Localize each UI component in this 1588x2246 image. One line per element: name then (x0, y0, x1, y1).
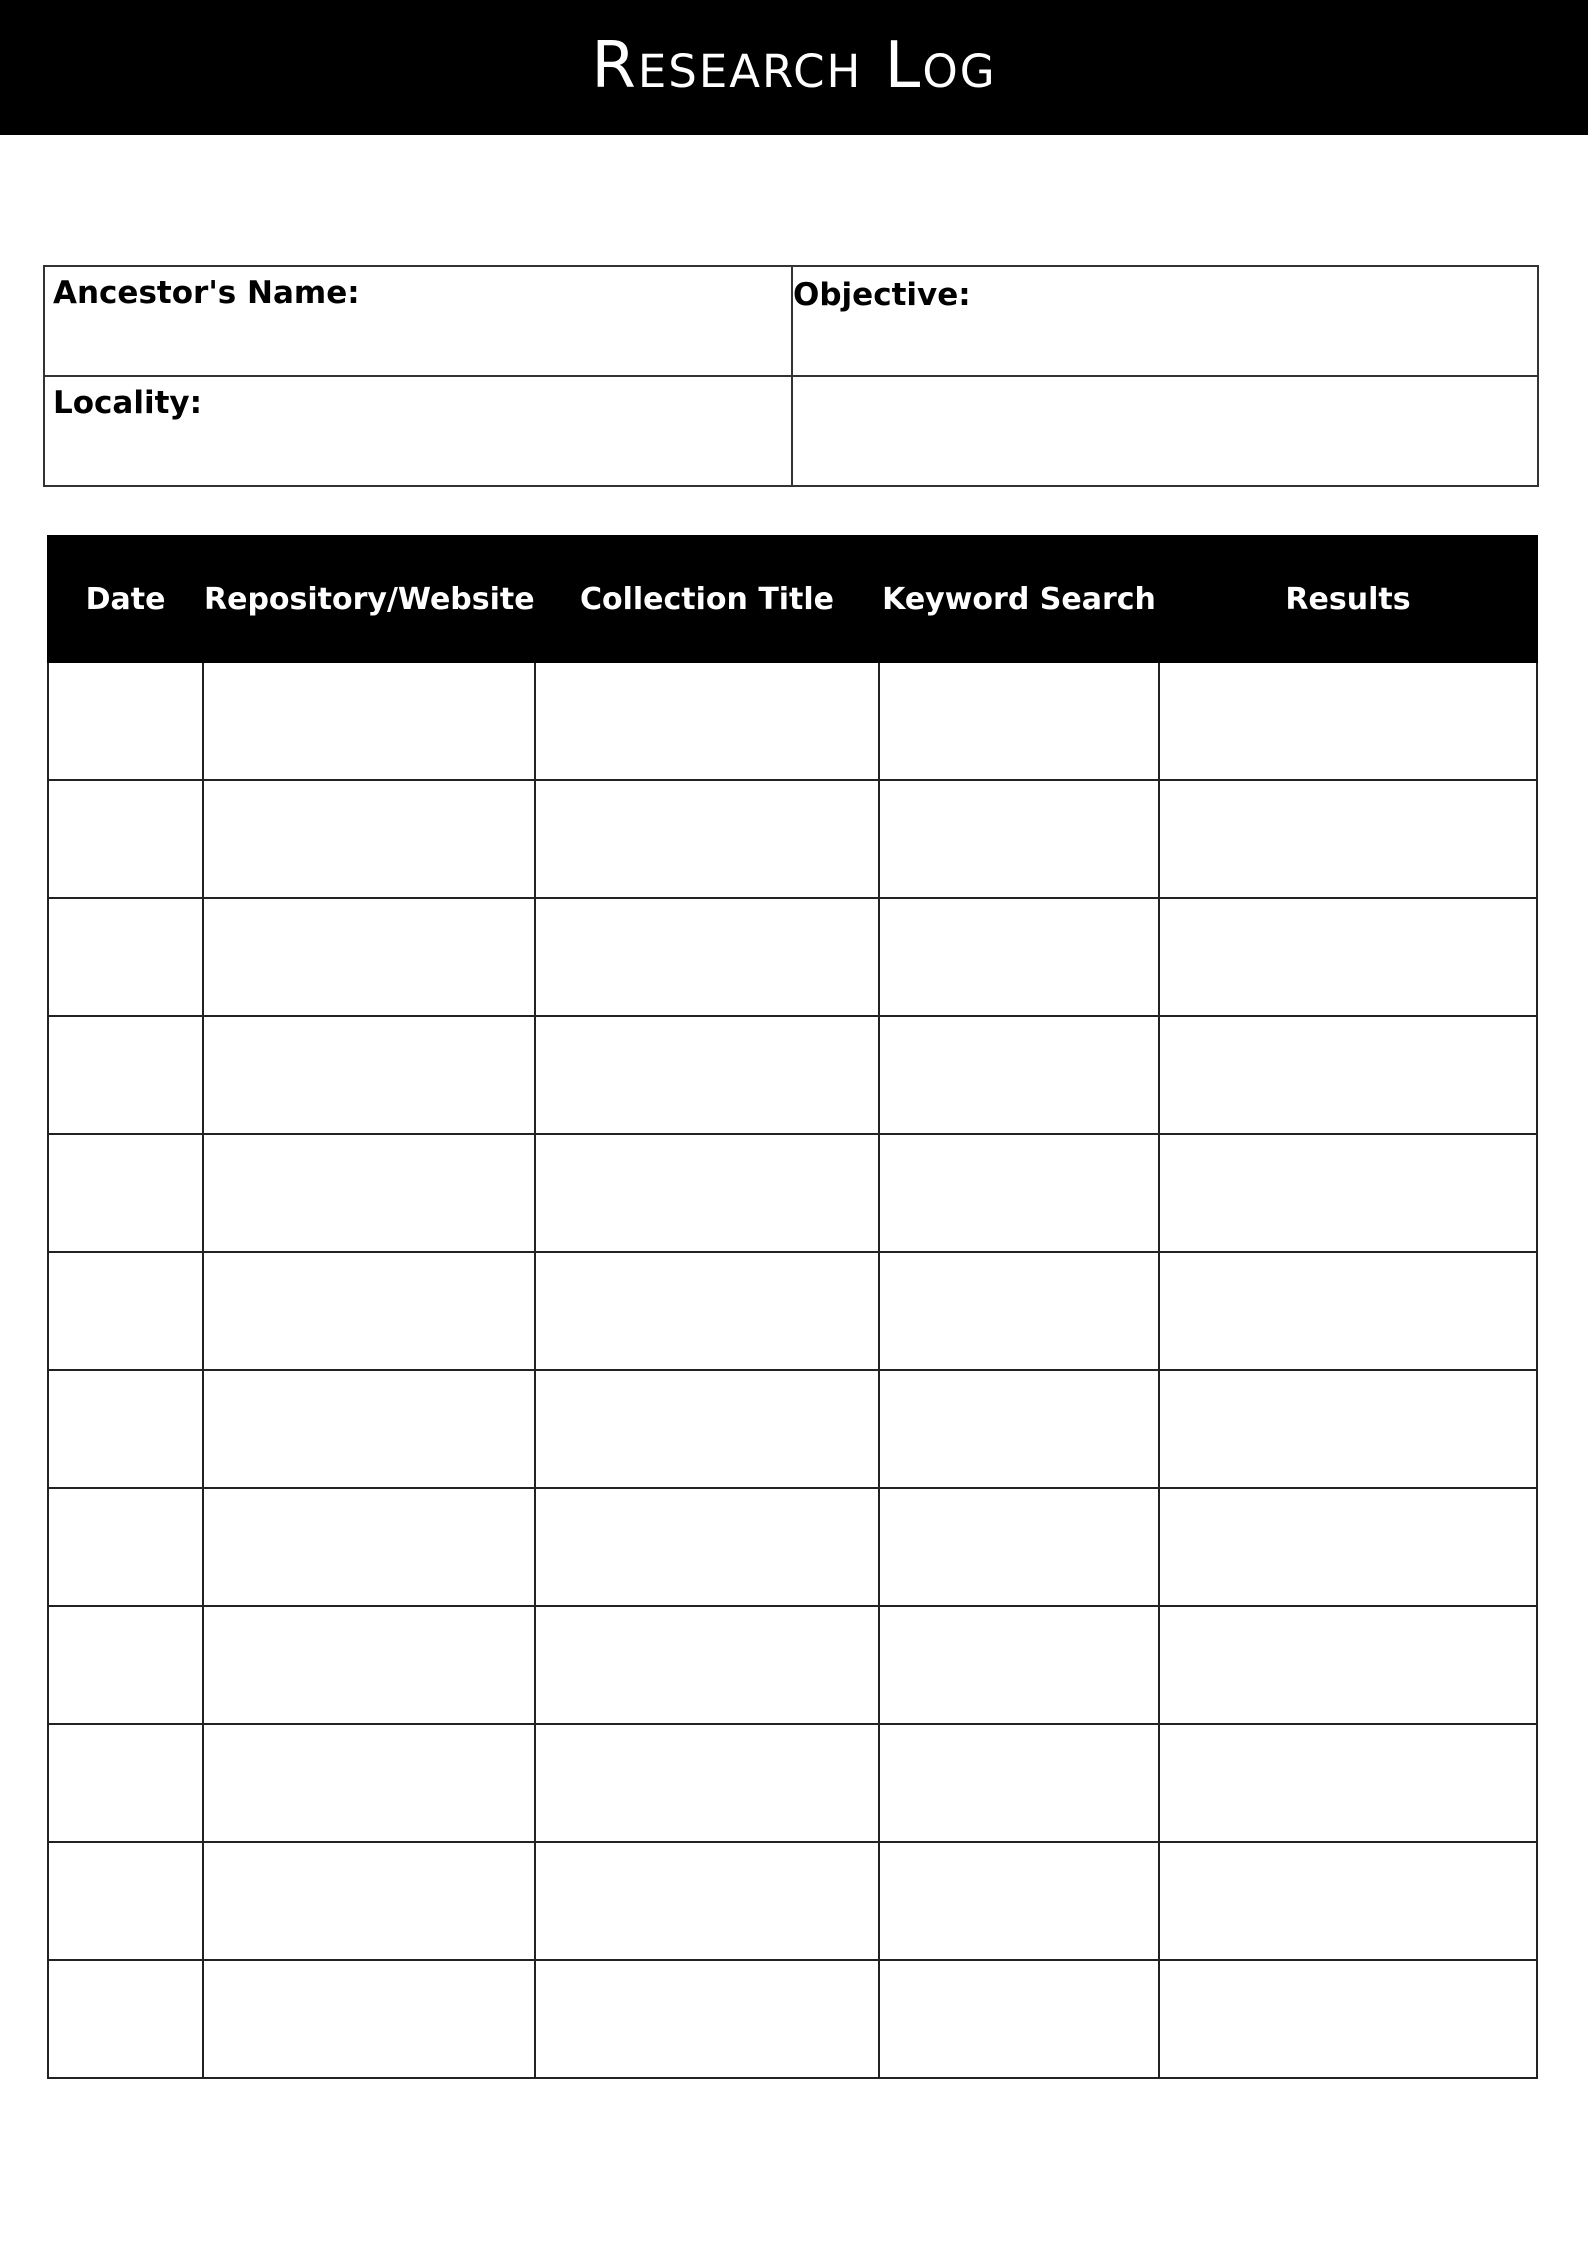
column-header-keyword-search: Keyword Search (879, 536, 1159, 662)
cell-collection-title[interactable] (535, 662, 879, 780)
cell-keyword-search[interactable] (879, 1606, 1159, 1724)
objective-field[interactable] (793, 267, 1539, 377)
cell-keyword-search[interactable] (879, 1960, 1159, 2078)
cell-collection-title[interactable] (535, 1488, 879, 1606)
table-row (48, 1252, 1537, 1370)
cell-keyword-search[interactable] (879, 1842, 1159, 1960)
objective-continuation-field[interactable] (793, 377, 1539, 485)
cell-repository[interactable] (203, 1488, 535, 1606)
cell-date[interactable] (48, 1488, 203, 1606)
cell-date[interactable] (48, 662, 203, 780)
cell-date[interactable] (48, 1724, 203, 1842)
cell-results[interactable] (1159, 1960, 1537, 2078)
table-body (48, 662, 1537, 2078)
column-header-repository: Repository/Website (203, 536, 535, 662)
cell-date[interactable] (48, 1016, 203, 1134)
table-row (48, 1488, 1537, 1606)
cell-keyword-search[interactable] (879, 780, 1159, 898)
cell-collection-title[interactable] (535, 1370, 879, 1488)
cell-date[interactable] (48, 1134, 203, 1252)
cell-date[interactable] (48, 898, 203, 1016)
cell-repository[interactable] (203, 1842, 535, 1960)
table-row (48, 898, 1537, 1016)
cell-collection-title[interactable] (535, 1134, 879, 1252)
cell-results[interactable] (1159, 780, 1537, 898)
cell-date[interactable] (48, 780, 203, 898)
cell-keyword-search[interactable] (879, 898, 1159, 1016)
cell-results[interactable] (1159, 1488, 1537, 1606)
cell-collection-title[interactable] (535, 1724, 879, 1842)
table-row (48, 1724, 1537, 1842)
cell-results[interactable] (1159, 898, 1537, 1016)
cell-keyword-search[interactable] (879, 1370, 1159, 1488)
cell-repository[interactable] (203, 662, 535, 780)
cell-results[interactable] (1159, 1252, 1537, 1370)
column-header-collection-title: Collection Title (535, 536, 879, 662)
cell-collection-title[interactable] (535, 898, 879, 1016)
table-row (48, 1134, 1537, 1252)
table-row (48, 1016, 1537, 1134)
cell-repository[interactable] (203, 1252, 535, 1370)
objective-label: Objective: (793, 277, 971, 313)
table-row (48, 1370, 1537, 1488)
cell-keyword-search[interactable] (879, 1724, 1159, 1842)
table-row (48, 662, 1537, 780)
cell-keyword-search[interactable] (879, 1488, 1159, 1606)
cell-results[interactable] (1159, 1134, 1537, 1252)
cell-keyword-search[interactable] (879, 662, 1159, 780)
ancestor-name-label: Ancestor's Name: (53, 275, 360, 311)
cell-results[interactable] (1159, 1016, 1537, 1134)
cell-repository[interactable] (203, 1370, 535, 1488)
cell-repository[interactable] (203, 1016, 535, 1134)
research-log-table (47, 535, 1538, 2079)
cell-date[interactable] (48, 1960, 203, 2078)
table-row (48, 1842, 1537, 1960)
cell-collection-title[interactable] (535, 780, 879, 898)
cell-repository[interactable] (203, 1134, 535, 1252)
cell-collection-title[interactable] (535, 1960, 879, 2078)
cell-repository[interactable] (203, 1606, 535, 1724)
cell-date[interactable] (48, 1252, 203, 1370)
info-section (43, 265, 1539, 487)
table-row (48, 1960, 1537, 2078)
column-header-date: Date (48, 536, 203, 662)
cell-keyword-search[interactable] (879, 1134, 1159, 1252)
table-header-row (48, 536, 1537, 662)
cell-repository[interactable] (203, 780, 535, 898)
cell-date[interactable] (48, 1606, 203, 1724)
cell-results[interactable] (1159, 662, 1537, 780)
table-row (48, 780, 1537, 898)
cell-repository[interactable] (203, 898, 535, 1016)
cell-collection-title[interactable] (535, 1016, 879, 1134)
cell-keyword-search[interactable] (879, 1252, 1159, 1370)
locality-label: Locality: (53, 385, 203, 421)
cell-results[interactable] (1159, 1842, 1537, 1960)
cell-collection-title[interactable] (535, 1842, 879, 1960)
cell-results[interactable] (1159, 1724, 1537, 1842)
cell-repository[interactable] (203, 1960, 535, 2078)
cell-repository[interactable] (203, 1724, 535, 1842)
cell-keyword-search[interactable] (879, 1016, 1159, 1134)
ancestor-name-field[interactable] (45, 267, 793, 377)
cell-date[interactable] (48, 1370, 203, 1488)
cell-results[interactable] (1159, 1370, 1537, 1488)
cell-collection-title[interactable] (535, 1252, 879, 1370)
cell-results[interactable] (1159, 1606, 1537, 1724)
page-title: Research Log (591, 28, 997, 103)
cell-date[interactable] (48, 1842, 203, 1960)
locality-field[interactable] (45, 377, 793, 485)
table-row (48, 1606, 1537, 1724)
cell-collection-title[interactable] (535, 1606, 879, 1724)
column-header-results: Results (1159, 536, 1537, 662)
title-bar (0, 0, 1588, 135)
